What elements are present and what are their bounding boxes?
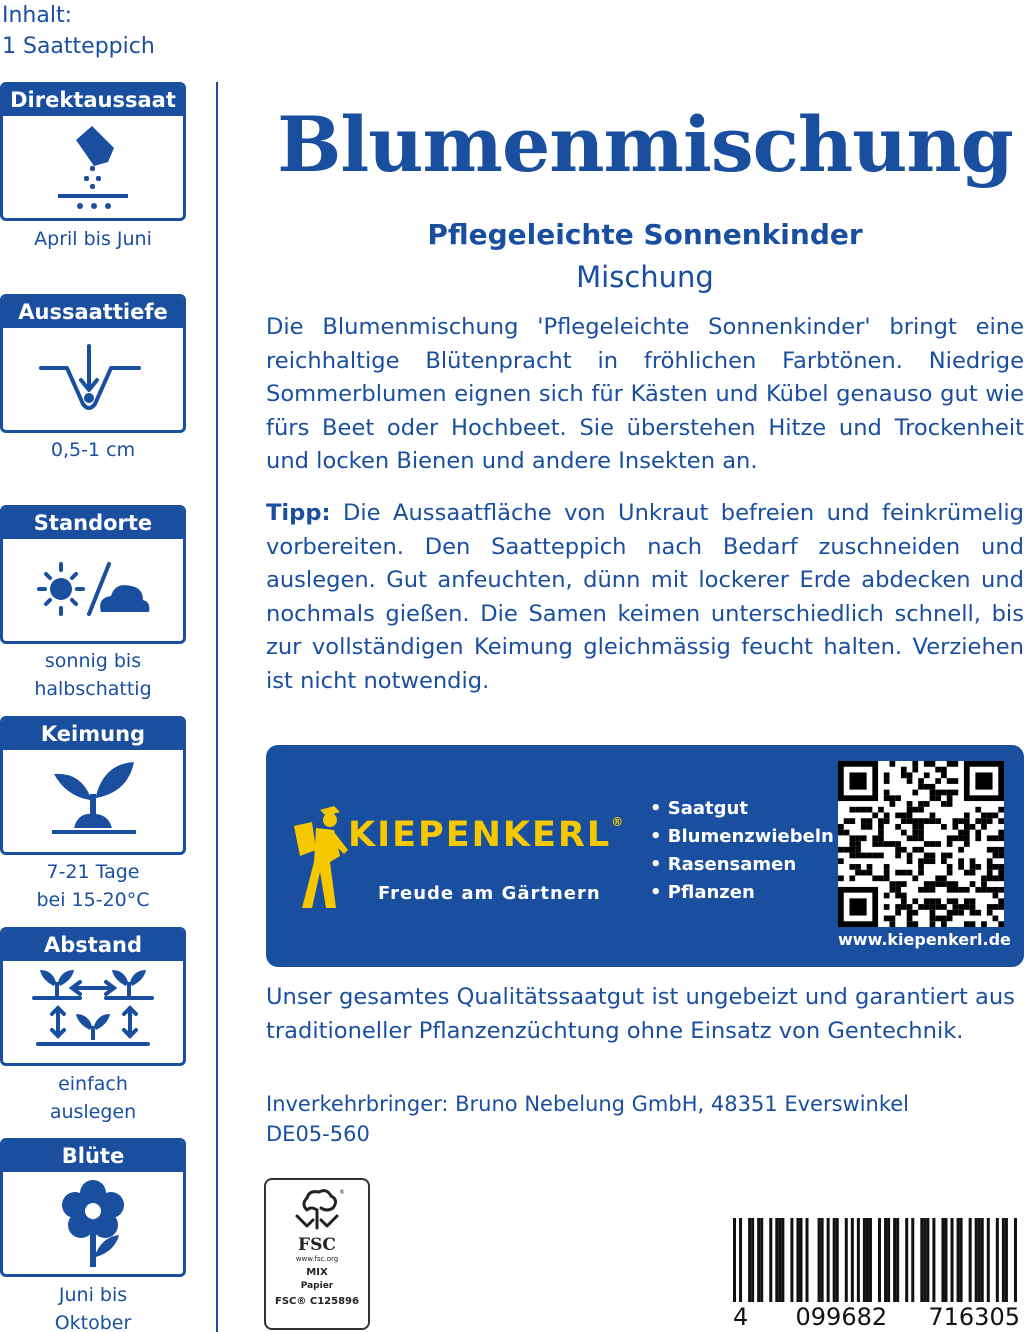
panel-caption: Juni bis Oktober: [54, 1284, 132, 1332]
fsc-tree-icon: [266, 1186, 368, 1236]
panel-sowing-depth: [0, 294, 186, 433]
qr-code[interactable]: [838, 761, 1004, 927]
list-item: • Pflanzen: [650, 879, 834, 907]
fsc-paper: Papier: [300, 1281, 334, 1291]
registered-mark: ®: [611, 815, 626, 829]
barcode: [733, 1218, 1020, 1302]
brand-url[interactable]: www.kiepenkerl.de: [838, 930, 1011, 949]
contents-info: [2, 0, 155, 62]
panel-spacing: [0, 927, 186, 1066]
list-item: • Blumenzwiebeln: [650, 823, 834, 851]
panel-caption: 7-21 Tage bei 15-20°C: [36, 861, 150, 911]
list-item: • Saatgut: [650, 795, 834, 823]
panel-bloom: [0, 1138, 186, 1277]
product-subtitle: Pflegeleichte Sonnenkinder: [427, 218, 863, 251]
brand-name: KIEPENKERL: [348, 815, 612, 855]
fsc-name: FSC: [298, 1235, 336, 1255]
panel-header: Direktaussaat: [3, 85, 183, 116]
fsc-label: [264, 1178, 370, 1330]
kiepenkerl-figure-icon: [290, 800, 352, 916]
panel-direct-sowing: [0, 82, 186, 221]
sowing-tip: [266, 497, 1024, 699]
panel-header: Keimung: [3, 719, 183, 750]
panel-caption: sonnig bis halbschattig: [34, 650, 152, 700]
barcode-group-2: 716305: [928, 1303, 1020, 1331]
fsc-mix: MIX: [306, 1267, 328, 1278]
direct-sowing-icon: [3, 116, 183, 218]
svg-text:®: ®: [339, 1189, 345, 1196]
brand-product-list: [650, 795, 834, 907]
barcode-group-1: 099682: [795, 1303, 888, 1331]
barcode-first-digit: 4: [733, 1303, 749, 1331]
product-description: Die Blumenmischung 'Pflegeleichte Sonnenkinder' bringt eine reichhaltige Blütenpracht in fröhlichen Farbtönen. Niedrige Sommerblumen eignen sich für Kästen und Kübel genauso gut wie fürs Beet oder Hochbeet. Sie überstehen Hitze und Trockenheit und locken Bienen und andere Insekten an.: [266, 314, 1024, 475]
barcode-number: [733, 1303, 1020, 1331]
seedling-icon: [3, 750, 183, 852]
sun-cloud-icon: [3, 539, 183, 641]
list-item: • Rasensamen: [650, 851, 834, 879]
contents-value: 1 Saatteppich: [2, 34, 155, 59]
divider-line: [216, 82, 218, 1332]
fsc-url: www.fsc.org: [295, 1255, 339, 1263]
distributor-info: [266, 1089, 909, 1149]
sowing-depth-icon: [3, 328, 183, 430]
panel-caption: 0,5-1 cm: [50, 439, 136, 461]
quality-note: Unser gesamtes Qualitätssaatgut ist ungebeizt und garantiert aus traditioneller Pflanzenzüchtung ohne Einsatz von Gentechnik.: [266, 984, 1015, 1044]
spacing-icon: [3, 961, 183, 1063]
panel-header: Abstand: [3, 930, 183, 961]
brand-slogan: Freude am Gärtnern: [378, 883, 601, 904]
fsc-code: FSC® C125896: [275, 1296, 359, 1307]
tip-text: Die Aussaatfläche von Unkraut befreien und feinkrümelig vorbereiten. Den Saatteppich nach Bedarf zuschneiden und auslegen. Gut anfeuchten, dünn mit lockerer Erde abdecken und nochmals gießen. Die Samen keimen unterschiedlich schnell, bis zur vollständigen Keimung gleichmässig feucht halten. Verziehen ist nicht notwendig.: [266, 500, 1024, 694]
panel-header: Blüte: [3, 1141, 183, 1172]
panel-caption: April bis Juni: [34, 228, 152, 250]
product-title: Blumenmischung: [277, 100, 1013, 189]
contents-label: Inhalt:: [2, 3, 73, 28]
product-type: Mischung: [576, 260, 714, 294]
panel-header: Standorte: [3, 508, 183, 539]
panel-caption: einfach auslegen: [49, 1073, 137, 1123]
brand-banner: [266, 745, 1024, 967]
distributor-name: Inverkehrbringer: Bruno Nebelung GmbH, 48351 Everswinkel: [266, 1092, 910, 1116]
distributor-code: DE05-560: [266, 1122, 370, 1146]
panel-header: Aussaattiefe: [3, 297, 183, 328]
tip-label: Tipp:: [266, 500, 331, 526]
flower-icon: [3, 1172, 183, 1274]
panel-germination: [0, 716, 186, 855]
brand-logo: [348, 815, 625, 855]
panel-location: [0, 505, 186, 644]
